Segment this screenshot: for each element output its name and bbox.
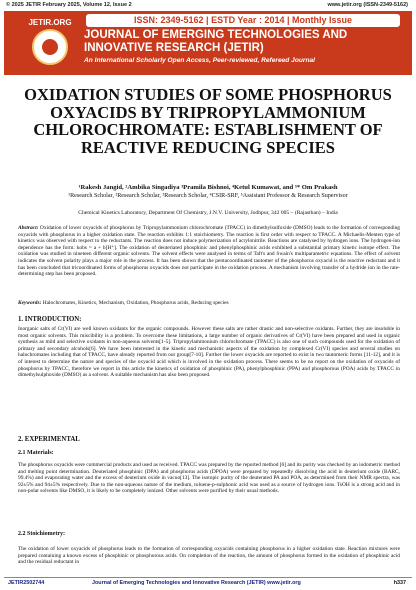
journal-name-line2: INNOVATIVE RESEARCH (JETIR) [84,42,264,54]
journal-banner [4,11,412,75]
keywords-text: Halochromates, Kinetics, Mechanism, Oxidation, Phosphorus acids, Reducing species [42,300,229,306]
header-issue-info: © 2025 JETIR February 2025, Volume 12, Issue 2 [6,2,132,8]
running-header [0,0,416,11]
materials-text: The phosphorus oxyacids were commercial products and used as received. TPACC was prepared by the reported method [6] and its purity was checked by an iodometric method and melting point determination. Deuteriated phosphinic (DPA) and phosphorus acids (DPOA) were prepared by repeatedly dissolving the acid in deuterium oxide (BARC, 99.4%) and evaporating water and the excess of deuterium oxide in vacuo[13]. The isotopic purity of the deuterated PA and POA, as determined from their NMR spectra, was 92±5% and 94±5% respectively. Due to the non-aqueous nature of the medium, toluene-p-sulphonic acid was used as a source of hydrogen ions. TsOH is a strong acid and in non-polar solvents like DMSO, it is likely to be completely ionized. Other solvents were purified by their usual methods. [18,462,400,495]
stoichiometry-text: The oxidation of lower oxyacids of phosphorus leads to the formation of corresponding oxyacids containing phosphorus in a higher oxidation state. Reaction mixtures were prepared containing a known excess of phosphinic or phosphorous acids. On completion of the reaction, the amount of phosphorus formed in the oxidation of phosphinic acid and the residual reductant in [18,546,400,566]
jetir-logo [12,15,72,71]
logo-emblem-icon [32,29,68,65]
header-website[interactable]: www.jetir.org (ISSN-2349-5162) [327,2,408,8]
logo-text: JETIR.ORG [28,18,72,27]
abstract-label: Abstract: [18,225,39,231]
department-address: Chemical Kinetics Laboratory, Department Of Chemistry, J.N.V. University, Jodhpur, 342 005 – (Rajasthan) – India [78,210,338,216]
introduction-text: Inorganic salts of Cr(VI) are well known oxidants for the organic compounds. However these salts are rather drastic and non-selective oxidants. Further, they are insoluble in most organic solvents. This miscibility is a problem. To overcome these limitations, a large number of organic derivatives of Cr(VI) have been prepared and used in organic synthesis as mild and selective oxidants in non-aqueous solvents[1-5]. Tripropylammonium chlorochromate (TPACC) is also one of such compounds used for the oxidation of primary and secondary alcohols[6]. We have been interested in the kinetic and mechanistic aspects of the oxidation by complexed Cr(VI) species and several studies on halochromates including that of TPACC, have already reported from our group[7-10]. Further the lower oxyacids are reported to exist in two tautomeric forms [11-12], and it is of interest to determine the nature and species of the oxyacid acid which is involved in the oxidation process. There seems to be no report on the oxidation of oxyacids of phosphorus by TPACC, therefore we report in this article the kinetics of oxidation of phosphinic (PA), phenylphosphinic (PPA) and phosphorous (POA) acids by TPACC in dimethylsulphoxide (DMSO) as a solvent. A suitable mechanism has also been proposed. [18,326,400,379]
journal-tagline: An International Scholarly Open Access, Peer-reviewed, Refereed Journal [84,57,315,64]
keywords [18,300,400,306]
author-affiliations: ¹Research Scholar, ²Research Scholar, ³Research Scholar, ⁴CSIR-SRF, ⁵Assistant Professor & Research Supervisor [68,193,348,199]
footer-page-number: h337 [393,580,406,586]
section-heading-introduction: 1. INTRODUCTION: [18,316,82,323]
subsection-heading-materials: 2.1 Materials: [18,450,54,456]
subsection-heading-stoichiometry: 2.2 Stoichiometry: [18,531,65,537]
abstract [18,225,400,278]
journal-name-line1: JOURNAL OF EMERGING TECHNOLOGIES AND [84,29,348,41]
issn-line: ISSN: 2349-5162 | ESTD Year : 2014 | Monthly Issue [134,15,352,25]
footer-paper-id: JETIR2502744 [8,580,45,586]
author-list: ¹Rakesh Jangid, ²Ambika Singadiya ³Pramila Bishnoi, ⁴Ketul Kumawat, and ⁵* Om Prakash [78,184,338,191]
footer-journal-name[interactable]: Journal of Emerging Technologies and Innovative Research (JETIR) www.jetir.org [92,580,301,586]
section-heading-experimental: 2. EXPERIMENTAL [18,436,80,443]
keywords-label: Keywords: [18,300,42,306]
abstract-text: Oxidation of lower oxyacids of phosphorus by Tripropylammonium chlorochromate (TPACC) in dimethylsulfoxide (DMSO) leads to the formation of corresponding oxyacids with phosphorus in a higher oxidation state. The reaction exhibits 1:1 stoichiometry. The reaction is first order with respect to TPACC. A Michaelis-Menten type of kinetics was observed with respect to the reductants. The reaction does not induce polymerization of acrylonitrile. Reactions are catalysed by hydrogen ions. The hydrogen-ion dependence has the form: kobs = a + b[H⁺]. The oxidation of deuteriated phosphinic and phenylphosphinic acids exhibited a substantial primary kinetic isotope effect. The oxidation was studied in nineteen different organic solvents. The solvent effects were analysed in terms of Taft's and Swain's multiparametric equations. The effect of solvent indicates the solvent polarity plays a major role in the process. It has been shown that the pentacoordinated tautomer of the phosphorus oxyacid is the reactive reductant and it has been concluded that tricoordinated forms of phosphorus oxyacids does not participate in the oxidation process. A mechanism involving transfer of a hydride ion in the rate-determining step has been proposed. [18,225,401,278]
journal-name [84,29,408,55]
paper-title: OXIDATION STUDIES OF SOME PHOSPHORUS OXYACIDS BY TRIPROPYLAMMONIUM CHLOROCHROMATE: ESTABLISHMENT OF REACTIVE REDUCING SPECIES [24,85,392,157]
page-footer [4,577,412,588]
